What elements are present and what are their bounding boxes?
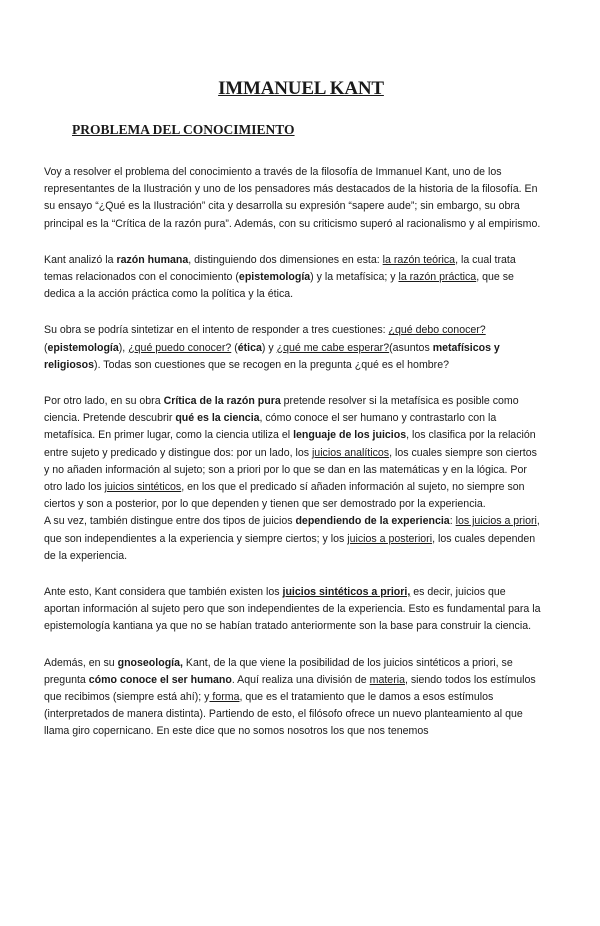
underlined-term: juicios sintéticos [104, 481, 182, 494]
text-run: Ante esto, Kant considera que también existen los [44, 586, 283, 599]
text-run: Kant analizó la [44, 253, 117, 266]
text-run: , distinguiendo dos dimensiones en esta: [188, 253, 383, 266]
bold-term: qué es la ciencia [175, 412, 260, 425]
text-run: , que es el tratamiento que le damos a esos estímulos (interpretados de manera distinta). Partiendo de esto, el filósofo ofrece un nuevo planteamiento al que llama giro copernicano. En este dice que no somos nosotros los que nos tenemos [44, 691, 523, 738]
paragraph-tres-cuestiones [44, 322, 544, 374]
bold-term: razón humana [116, 253, 189, 266]
text-run: ). Todas son cuestiones que se recogen en la pregunta ¿qué es el hombre? [94, 358, 449, 371]
paragraph-tipos-de-juicios [44, 513, 544, 565]
text-run: : [449, 515, 456, 528]
text-run: , los cuales dependen de la experiencia. [44, 532, 536, 562]
text-run: , siendo todos los estímulos que recibimos (siempre está ahí); y [44, 673, 536, 704]
text-run: ), [118, 341, 129, 354]
underlined-term: los juicios a priori [455, 515, 537, 528]
underlined-term: materia [369, 673, 405, 686]
underlined-term: la razón práctica [398, 271, 477, 284]
underlined-term: ¿qué debo conocer? [388, 324, 486, 337]
text-run: (asuntos [389, 341, 433, 354]
section-subtitle: PROBLEMA DEL CONOCIMIENTO [72, 122, 295, 137]
underlined-term: forma [209, 691, 240, 704]
text-run: ) y la metafísica; y [310, 271, 399, 284]
text-run: es decir, juicios que aportan información al sujeto pero que son independientes de la experiencia. Esto es fundamental para la epistemología kantiana ya que no se habían tratado anteriormente son la base para construir la ciencia. [44, 586, 541, 633]
text-run: A su vez, también distingue entre dos tipos de juicios [44, 515, 296, 528]
bold-term: Crítica de la razón pura [163, 395, 281, 408]
document-page [0, 78, 600, 926]
text-run: , los cuales siempre son ciertos y no añaden información al sujeto; son a priori por lo que se dan en las matemáticas y en la lógica. Por otro lado los [44, 446, 537, 494]
bold-term: epistemología [47, 341, 119, 354]
bold-term: gnoseología, [117, 656, 183, 669]
text-run: Por otro lado, en su obra [44, 395, 164, 408]
text-run: , cómo conoce el ser humano y contrastarlo con la metafísica. En primer lugar, como la ciencia utiliza el [44, 412, 497, 442]
paragraph-introduction: Voy a resolver el problema del conocimiento a través de la filosofía de Immanuel Kant, uno de los representantes de la Ilustración y uno de los pensadores más destacados de la historia de la filosofía. En su ensayo “¿Qué es la Ilustración” cita y desarrolla su expresión “sapere aude”; sin embargo, su obra principal es la “Crítica de la razón pura”. Además, con su criticismo superó al racionalismo y al empirismo. [44, 166, 541, 230]
text-run: , los clasifica por la relación entre sujeto y predicado y distingue dos: por un lado, los [44, 429, 536, 459]
underlined-term: juicios a posteriori [347, 532, 433, 545]
paragraph-juicios-sinteticos-a-priori [44, 584, 544, 636]
text-run: ) y [261, 341, 277, 354]
paragraph-razon-humana [44, 252, 544, 304]
text-run: , que son independientes a la experiencia y siempre ciertos; y los [44, 515, 540, 545]
page-title: IMMANUEL KANT [218, 78, 384, 99]
bold-term: lenguaje de los juicios [293, 429, 407, 442]
paragraph-critica-razon-pura [44, 393, 544, 513]
bold-term: epistemología [238, 271, 311, 284]
text-run: , la cual trata temas relacionados con el conocimiento ( [44, 253, 516, 284]
text-run: Su obra se podría sintetizar en el intento de responder a tres cuestiones: [44, 324, 389, 337]
underlined-term: ¿qué me cabe esperar? [276, 341, 390, 354]
underlined-term: la razón teórica [382, 253, 456, 266]
text-run: ( [231, 341, 238, 354]
bold-term: dependiendo de la experiencia [295, 515, 450, 528]
text-run: Además, en su [44, 656, 118, 669]
bold-term: metafísicos y religiosos [44, 341, 500, 371]
paragraph-gnoseologia [44, 655, 544, 741]
document-body [44, 164, 544, 741]
text-run: . Aquí realiza una división de [231, 673, 370, 686]
bold-underlined-term: juicios sintéticos a priori, [282, 586, 411, 599]
text-run: ( [44, 341, 48, 354]
bold-term: ética [237, 341, 262, 354]
text-run: , que se dedica a la acción práctica como la política y la ética. [44, 271, 514, 301]
underlined-term: juicios analíticos [311, 446, 390, 459]
bold-term: cómo conoce el ser humano [88, 673, 232, 686]
text-run: , en los que el predicado sí añaden información al sujeto, no siempre son ciertos y son a posterior, por lo que dependen y tienen que ser demostrado por la experiencia. [44, 481, 525, 511]
underlined-term: ¿qué puedo conocer? [128, 341, 232, 354]
text-run: pretende resolver si la metafísica es posible como ciencia. Pretende descubrir [44, 395, 519, 425]
text-run: Kant, de la que viene la posibilidad de los juicios sintéticos a priori, se pregunta [44, 656, 513, 686]
